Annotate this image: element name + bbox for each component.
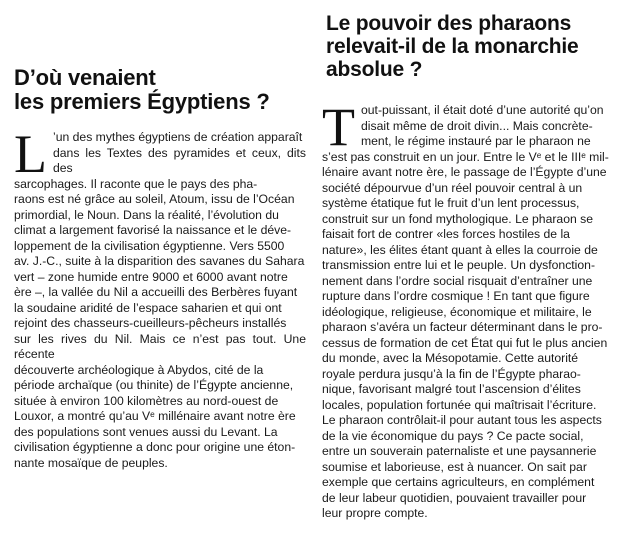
right-body-line: cessus de formation de cet État qui fut le plus ancien: [322, 335, 608, 350]
left-body-lines: [14, 124, 306, 471]
right-body-line: exemple que certains agriculteurs, en complément: [322, 475, 595, 489]
left-body-line: primordial, le Noun. Dans la réalité, l’évolution du: [14, 207, 279, 222]
left-body-line: ’un des mythes égyptiens de création apparaît: [53, 130, 303, 144]
left-body-line: située à environ 100 kilomètres au nord-ouest de: [14, 393, 279, 408]
left-body-line: la soudaine aridité de l’espace saharien et qui ont: [14, 300, 282, 315]
right-body-line: système étatique fut le fruit d’un lent processus,: [322, 196, 580, 210]
left-body-line: période archaïque (ou thinite) de l’Égypte ancienne,: [14, 378, 294, 392]
right-body-line: société dépourvue d’un réel pouvoir central à un: [322, 180, 583, 195]
right-body-line: nement dans l’ordre social risquait d’entraîner une: [322, 273, 593, 288]
right-article-body: [322, 97, 612, 522]
right-title-line-1: Le pouvoir des pharaons: [326, 12, 572, 35]
right-body-line: entre un souverain paternaliste et une paysannerie: [322, 444, 597, 458]
right-body-line: de la vie économique du pays ? Ce pacte social,: [322, 428, 584, 443]
left-body-line: civilisation égyptienne a donc pour origine une éton-: [14, 440, 296, 454]
right-body-lines: [322, 97, 612, 522]
left-body-line: sarcophages. Il raconte que le pays des pha-: [14, 176, 258, 191]
right-body-line: locales, population fortunée qui maîtrisait l’écriture.: [322, 397, 597, 412]
right-body-line: lénaire avant notre ère, le passage de l’Égypte d’une: [322, 165, 607, 179]
right-body-line: construit sur un fond mythologique. Le pharaon se: [322, 211, 594, 226]
right-body-line: s’est pas construit en un jour. Entre le Vᵉ et le IIIᵉ mil-: [322, 149, 609, 164]
right-body-line: du monde, avec la Mésopotamie. Cette autorité: [322, 351, 579, 365]
left-body-line: découverte archéologique à Abydos, cité de la: [14, 362, 264, 377]
left-body-line: des populations sont venues aussi du Levant. La: [14, 424, 278, 439]
left-body-line: ère –, la vallée du Nil a accueilli des Berbères fuyant: [14, 285, 298, 299]
right-title-line-2: relevait-il de la monarchie: [326, 35, 579, 58]
right-body-line: ment, le régime instauré par le pharaon ne: [361, 134, 591, 148]
left-body-line: av. J.-C., suite à la disparition des savanes du Sahara: [14, 254, 305, 268]
right-body-line: idéologique, religieuse, économique et militaire, le: [322, 304, 592, 319]
right-body-line: pharaon s’avéra un facteur déterminant dans le pro-: [322, 320, 603, 334]
left-dropcap: L: [14, 124, 47, 184]
left-article-body: [14, 124, 306, 471]
right-body-line: faisait fort de contrer «les forces hostiles de la: [322, 227, 570, 241]
right-body-line: nature», les élites étant quant à elles la courroie de: [322, 242, 598, 257]
left-body-line: nante mosaïque de peuples.: [14, 455, 168, 470]
left-body-line: raons est né grâce au soleil, Atoum, issu de l’Océan: [14, 192, 295, 206]
right-body-line: royale perdura jusqu’à la fin de l’Égypte pharao-: [322, 366, 581, 381]
left-body-line: Louxor, a montré qu’au Vᵉ millénaire avant notre ère: [14, 409, 296, 423]
right-body-line: nique, favorisant malgré tout l’ascension d’élites: [322, 382, 581, 396]
left-body-line: loppement de la civilisation égyptienne. Vers 5500: [14, 238, 285, 253]
left-article-title: [14, 66, 270, 114]
right-body-line: out-puissant, il était doté d’une autorité qu’on: [361, 103, 604, 117]
right-body-line: leur propre compte.: [322, 506, 428, 520]
left-title-line-2: les premiers Égyptiens ?: [14, 89, 270, 114]
right-body-line: Le pharaon contrôlait-il pour autant tous les aspects: [322, 413, 602, 427]
left-body-line: rejoint des chasseurs-cueilleurs-pêcheurs installés: [14, 316, 287, 330]
left-body-line: vert – zone humide entre 9000 et 6000 avant notre: [14, 269, 288, 284]
right-title-line-3: absolue ?: [326, 58, 423, 81]
left-body-line: dans les Textes des pyramides et ceux, dits des: [53, 145, 306, 175]
left-body-line: climat a largement favorisé la naissance et le déve-: [14, 223, 292, 237]
left-body-line: sur les rives du Nil. Mais ce n’est pas tout. Une récente: [14, 331, 306, 361]
left-title-line-1: D’où venaient: [14, 65, 156, 90]
right-body-line: rupture dans l’ordre cosmique ! En tant que figure: [322, 289, 590, 303]
right-body-line: de leur labeur quotidien, pouvaient travailler pour: [322, 490, 587, 505]
right-body-line: soumise et laborieuse, est à nuancer. On sait par: [322, 459, 587, 474]
right-body-line: disait même de droit divin... Mais concrète-: [361, 118, 593, 133]
right-article-title: [326, 12, 579, 81]
right-body-line: transmission entre lui et le peuple. Un dysfonction-: [322, 258, 596, 272]
right-dropcap: T: [322, 97, 355, 157]
